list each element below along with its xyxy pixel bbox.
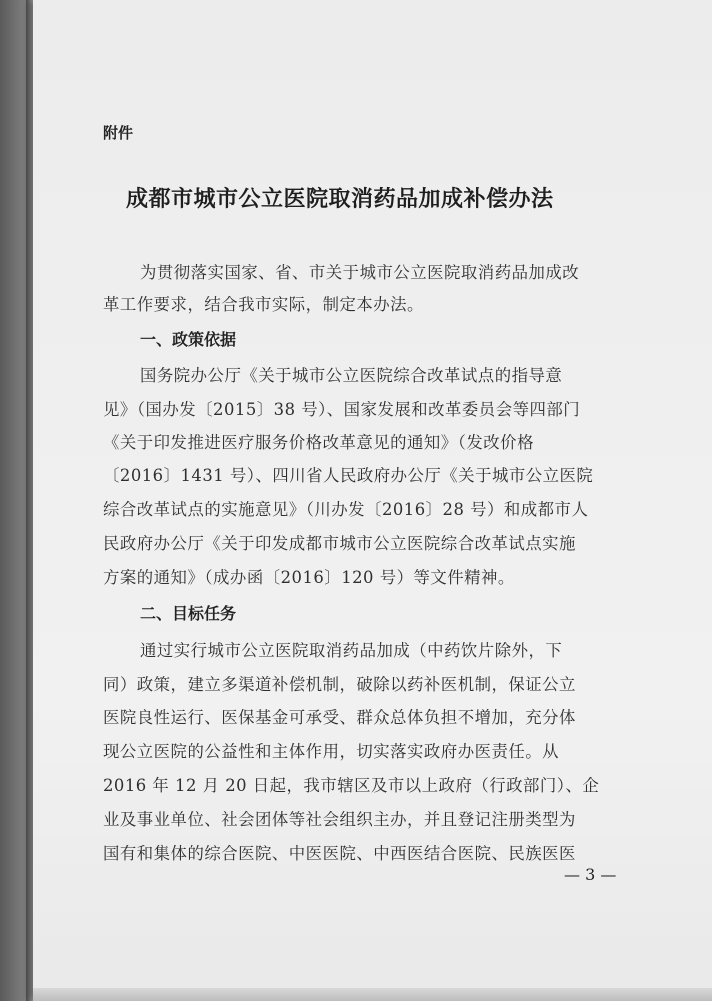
section-heading-policy-basis: 一、政策依据 <box>140 330 237 349</box>
section1-line-2: 见》（国办发〔2015〕38 号）、国家发展和改革委员会等四部门 <box>103 400 581 419</box>
annex-label: 附件 <box>103 124 134 142</box>
section2-line-6: 业及事业单位、社会团体等社会组织主办，并且登记注册类型为 <box>103 810 576 829</box>
section-heading-goals-tasks: 二、目标任务 <box>140 604 237 623</box>
page-number: — 3 — <box>564 865 617 884</box>
intro-line-1: 为贯彻落实国家、省、市关于城市公立医院取消药品加成改 <box>140 263 580 282</box>
section1-line-4: 〔2016〕1431 号）、四川省人民政府办公厅《关于城市公立医院 <box>103 466 594 485</box>
section1-line-1: 国务院办公厅《关于城市公立医院综合改革试点的指导意 <box>140 366 563 385</box>
section2-line-4: 现公立医院的公益性和主体作用，切实落实政府办医责任。从 <box>103 742 560 761</box>
section2-line-7: 国有和集体的综合医院、中医医院、中西医结合医院、民族医医 <box>103 844 576 863</box>
section2-line-3: 医院良性运行、医保基金可承受、群众总体负担不增加，充分体 <box>103 708 576 727</box>
section1-line-3: 《关于印发推进医疗服务价格改革意见的通知》（发改价格 <box>103 433 534 452</box>
section2-line-2: 同）政策，建立多渠道补偿机制，破除以药补医机制，保证公立 <box>103 675 576 694</box>
section1-line-7: 方案的通知》（成办函〔2016〕120 号）等文件精神。 <box>103 568 515 587</box>
page-binding-edge <box>26 0 33 1001</box>
section2-line-1: 通过实行城市公立医院取消药品加成（中药饮片除外，下 <box>140 641 563 660</box>
section2-line-5: 2016 年 12 月 20 日起，我市辖区及市以上政府（行政部门）、企 <box>103 776 600 795</box>
document-title: 成都市城市公立医院取消药品加成补偿办法 <box>126 186 554 212</box>
section1-line-6: 民政府办公厅《关于印发成都市城市公立医院综合改革试点实施 <box>103 534 576 553</box>
intro-line-2: 革工作要求，结合我市实际，制定本办法。 <box>103 295 424 314</box>
section1-line-5: 综合改革试点的实施意见》（川办发〔2016〕28 号）和成都市人 <box>103 500 589 519</box>
page-bottom-edge <box>33 988 712 1001</box>
